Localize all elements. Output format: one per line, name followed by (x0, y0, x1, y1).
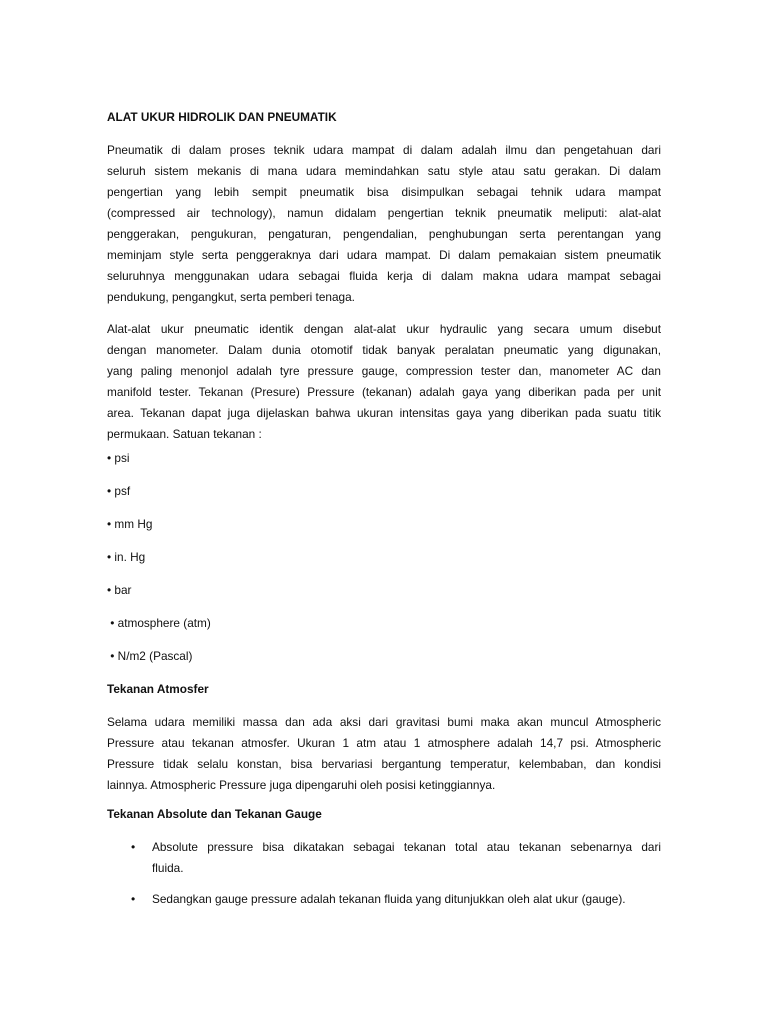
text-line: area. Tekanan dapat juga dijelaskan bahwa ukuran intensitas gaya yang diberikan pada suatu titik (107, 406, 661, 420)
section-heading: Tekanan Absolute dan Tekanan Gauge (107, 807, 322, 821)
text-line: pendukung, pengangkut, serta pemberi tenaga. (107, 290, 355, 304)
list-item: • atmosphere (atm) (107, 616, 211, 630)
text-line: Pressure atau tekanan atmosfer. Ukuran 1 atm atau 1 atmosphere adalah 14,7 psi. Atmospheric (107, 736, 661, 750)
text-line: Selama udara memiliki massa dan ada aksi dari gravitasi bumi maka akan muncul Atmospheric (107, 715, 661, 729)
text-line: Sedangkan gauge pressure adalah tekanan fluida yang ditunjukkan oleh alat ukur (gauge). (152, 892, 626, 906)
list-item: • N/m2 (Pascal) (107, 649, 193, 663)
list-item: • mm Hg (107, 517, 153, 531)
text-line: lainnya. Atmospheric Pressure juga dipengaruhi oleh posisi ketinggiannya. (107, 778, 496, 792)
text-line: Pneumatik di dalam proses teknik udara mampat di dalam adalah ilmu dan pengetahuan dari (107, 143, 661, 157)
list-item: • in. Hg (107, 550, 146, 564)
text-line: manifold tester. Tekanan (Presure) Pressure (tekanan) adalah gaya yang diberikan pada per unit (107, 385, 661, 399)
list-item: • bar (107, 583, 132, 597)
bullet-icon: • (131, 892, 136, 906)
text-line: yang paling menonjol adalah tyre pressure gauge, compression tester dan, manometer AC dan (107, 364, 661, 378)
text-line: seluruh sistem mekanis di mana udara memindahkan satu style atau satu gerakan. Di dalam (107, 164, 661, 178)
list-item: • psf (107, 484, 131, 498)
bullet-icon: • (131, 840, 136, 854)
list-item: • psi (107, 451, 130, 465)
text-line: penggerakan, pengukuran, pengaturan, pengendalian, penghubungan serta perentangan yang (107, 227, 661, 241)
text-line: Pressure tidak selalu konstan, bisa bervariasi bergantung temperatur, kelembaban, dan kondisi (107, 757, 661, 771)
text-line: permukaan. Satuan tekanan : (107, 427, 262, 441)
text-line: fluida. (152, 861, 184, 875)
section-heading: Tekanan Atmosfer (107, 682, 209, 696)
text-line: Alat-alat ukur pneumatic identik dengan alat-alat ukur hydraulic yang secara umum disebut (107, 322, 661, 336)
text-line: (compressed air technology), namun didalam pengertian teknik pneumatik meliputi: alat-alat (107, 206, 661, 220)
text-line: pengertian yang lebih sempit pneumatik bisa disimpulkan sebagai tehnik udara mampat (107, 185, 661, 199)
text-line: dengan manometer. Dalam dunia otomotif tidak banyak peralatan pneumatic yang digunakan, (107, 343, 661, 357)
text-line: meminjam style serta penggeraknya dari udara mampat. Di dalam pemakaian sistem pneumatik (107, 248, 661, 262)
text-line: Absolute pressure bisa dikatakan sebagai tekanan total atau tekanan sebenarnya dari (152, 840, 661, 854)
text-line: seluruhnya menggunakan udara sebagai fluida kerja di dalam makna udara mampat sebagai (107, 269, 661, 283)
document-title: ALAT UKUR HIDROLIK DAN PNEUMATIK (107, 110, 337, 124)
